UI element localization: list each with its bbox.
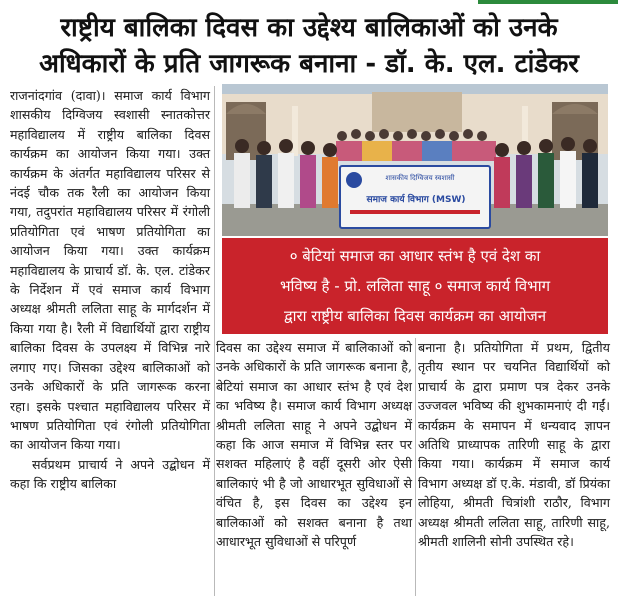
headline (14, 10, 604, 82)
callout-line-2: भविष्य है - प्रो. ललिता साहू ० समाज कार्य विभाग (279, 277, 551, 295)
callout-line-3: द्वारा राष्ट्रीय बालिका दिवस कार्यक्रम का आयोजन (283, 307, 547, 325)
banner-main-text: समाज कार्य विभाग (MSW) (366, 195, 466, 205)
top-color-bar (0, 0, 618, 6)
article-column-1 (10, 86, 210, 494)
column-1-paragraph-1: राजनांदगांव (दावा)। समाज कार्य विभाग शासकीय दिग्विजय स्वशासी स्नातकोत्तर महाविद्यालय में राष्ट्रीय बालिका दिवस कार्यक्रम का आयोजन किया गया। उक्त कार्यक्रम के अंतर्गत महाविद्यालय परिसर से नंदई चौक तक रैली का आयोजन किया गया, तदुपरांत महाविद्यालय परिसर में रंगोली प्रतियोगिता एवं भाषण प्रतियोगिता का आयोजन किया गया। उक्त कार्यक्रम महाविद्यालय के प्राचार्य डॉ. के. एल. टांडेकर के निर्देशन में एवं समाज कार्य विभाग अध्यक्ष श्रीमती ललिता साहू के मार्गदर्शन में किया गया है। रैली में विद्यार्थियों द्वारा राष्ट्रीय बालिका दिवस के उपलक्ष्य में विभिन्न नारे लगाए गए। जिसका उद्देश्य बालिकाओं को उनके अधिकारों के प्रति जागरूक करना रहा। इसके पश्चात महाविद्यालय परिसर में भाषण प्रतियोगिता एवं रंगोली प्रतियोगिता का आयोजन किया गया। (10, 88, 210, 453)
headline-line-1: राष्ट्रीय बालिका दिवस का उद्देश्य बालिकाओं को उनके (60, 13, 558, 43)
highlight-callout (222, 238, 608, 334)
column-divider (415, 338, 416, 596)
event-group-photo (222, 84, 608, 236)
callout-line-1: ० बेटियां समाज का आधार स्तंभ है एवं देश का (289, 247, 541, 265)
article-column-3 (418, 338, 610, 551)
column-1-paragraph-2: सर्वप्रथम प्राचार्य ने अपने उद्बोधन में कहा कि राष्ट्रीय बालिका (10, 456, 210, 492)
column-3-paragraph-1: बनाना है। प्रतियोगिता में प्रथम, द्वितीय तृतीय स्थान पर चयनित विद्यार्थियों को प्राचार्य के द्वारा प्रमाण पत्र देकर उनके उज्जवल भविष्य की शुभकामनाएं दी गईं। कार्यक्रम के समापन में धन्यवाद ज्ञापन अतिथि प्राध्यापक तारिणी साहू के द्वारा किया गया। कार्यक्रम में समाज कार्य विभाग अध्यक्ष डॉ ए.के. मंडावी, डॉ प्रियंका लोहिया, श्रीमती चित्रांशी राठौर, विभाग अध्यक्ष श्रीमती ललिता साहू, तारिणी साहू, श्रीमती शालिनी सोनी उपस्थित रहे। (418, 340, 610, 550)
article-column-2 (216, 338, 412, 551)
column-divider (214, 86, 215, 596)
headline-line-2: अधिकारों के प्रति जागरूक बनाना - डॉ. के. एल. टांडेकर (39, 49, 579, 79)
banner-title: शासकीय दिग्विजय स्वशासी (385, 174, 455, 182)
column-2-paragraph-1: दिवस का उद्देश्य समाज में बालिकाओं को उनके अधिकारों के प्रति जागरूक बनाना है, बेटियां समाज का आधार स्तंभ है एवं देश का भविष्य है। समाज कार्य विभाग अध्यक्ष श्रीमती ललिता साहू ने अपने उद्बोधन में कहा कि आज समाज में विभिन्न स्तर पर सशक्त महिलाएं है वहीं दूसरी ओर ऐसी बालिकाएं भी है जो आधारभूत सुविधाओं से वंचित है, इस दिवस का उद्देश्य इन बालिकाओं को सशक्त बनाना है तथा आधारभूत सुविधाओं से परिपूर्ण (216, 340, 412, 550)
